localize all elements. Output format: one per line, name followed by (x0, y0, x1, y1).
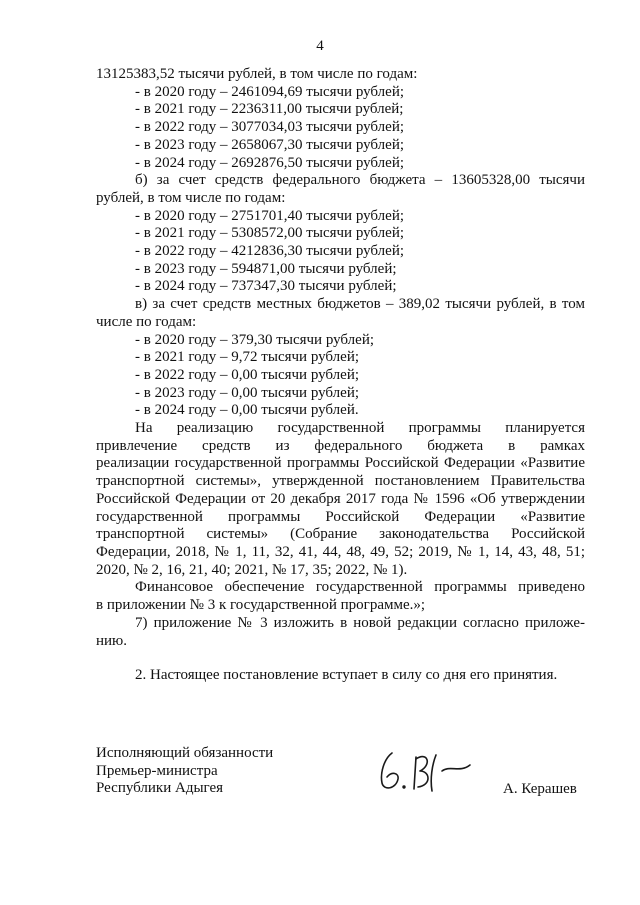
handwritten-signature (370, 745, 480, 795)
text-line: 2. Настоящее постановление вступает в силу со дня его принятия. (135, 667, 558, 684)
text-line: Финансовое обеспечение государственной программы приведено (135, 579, 585, 596)
text-line: б) за счет средств федерального бюджета – 13605328,00 тысячи (135, 172, 585, 189)
text-line: - в 2021 году – 9,72 тысячи рублей; (135, 349, 360, 366)
text-line: - в 2022 году – 3077034,03 тысячи рублей; (135, 119, 405, 136)
signatory-position-line: Республики Адыгея (96, 780, 224, 796)
text-line: Российской Федерации от 20 декабря 2017 года № 1596 «Об утверждении (96, 490, 585, 507)
page-number: 4 (316, 38, 324, 54)
text-line: транспортной системы», утвержденной постановлением Правительства (96, 473, 585, 490)
text-line: реализации государственной программы Российской Федерации «Развитие (96, 455, 585, 472)
text-line: - в 2022 году – 4212836,30 тысячи рублей; (135, 243, 405, 260)
text-line: - в 2020 году – 379,30 тысячи рублей; (135, 331, 375, 348)
text-line: привлечение средств из федерального бюджета в рамках (96, 437, 585, 454)
text-line: - в 2020 году – 2751701,40 тысячи рублей; (135, 207, 405, 224)
text-line: - в 2023 году – 594871,00 тысячи рублей; (135, 260, 397, 277)
text-line: - в 2021 году – 2236311,00 тысячи рублей; (135, 101, 404, 118)
text-line: 13125383,52 тысячи рублей, в том числе по годам: (96, 66, 418, 82)
text-line: в) за счет средств местных бюджетов – 389,02 тысячи рублей, в том (135, 296, 585, 313)
signatory-position-line: Исполняющий обязанности (96, 745, 274, 761)
signatory-position-line: Премьер-министра (96, 762, 218, 779)
text-line: нию. (96, 632, 128, 649)
text-line: 7) приложение № 3 изложить в новой редакции согласно приложе- (135, 614, 585, 631)
text-line: - в 2024 году – 737347,30 тысячи рублей; (135, 278, 397, 295)
text-line: - в 2024 году – 2692876,50 тысячи рублей; (135, 154, 405, 171)
text-line: - в 2021 году – 5308572,00 тысячи рублей; (135, 225, 405, 242)
text-line: На реализацию государственной программы планируется (135, 420, 585, 437)
text-line: рублей, в том числе по годам: (96, 189, 286, 206)
text-line: - в 2023 году – 2658067,30 тысячи рублей; (135, 136, 405, 153)
signatory-name: А. Керашев (503, 781, 577, 797)
document-body (96, 66, 585, 685)
text-line: транспортной системы» (Собрание законодательства Российской (96, 526, 585, 543)
paragraph-gap (96, 650, 585, 667)
text-line: 2020, № 2, 16, 21, 40; 2021, № 17, 35; 2022, № 1). (96, 561, 408, 578)
text-line: - в 2020 году – 2461094,69 тысячи рублей; (135, 83, 405, 100)
text-line: в приложении № 3 к государственной программе.»; (96, 597, 426, 614)
text-line: числе по годам: (96, 313, 197, 330)
signatory-position (96, 745, 273, 798)
text-line: - в 2023 году – 0,00 тысячи рублей; (135, 384, 360, 401)
text-line: - в 2022 году – 0,00 тысячи рублей; (135, 366, 360, 383)
text-line: - в 2024 году – 0,00 тысячи рублей. (135, 402, 359, 419)
text-line: государственной программы Российской Федерации «Развитие (96, 508, 585, 525)
text-line: Федерации, 2018, № 1, 11, 32, 41, 44, 48, 49, 52; 2019, № 1, 14, 43, 48, 51; (96, 543, 585, 560)
